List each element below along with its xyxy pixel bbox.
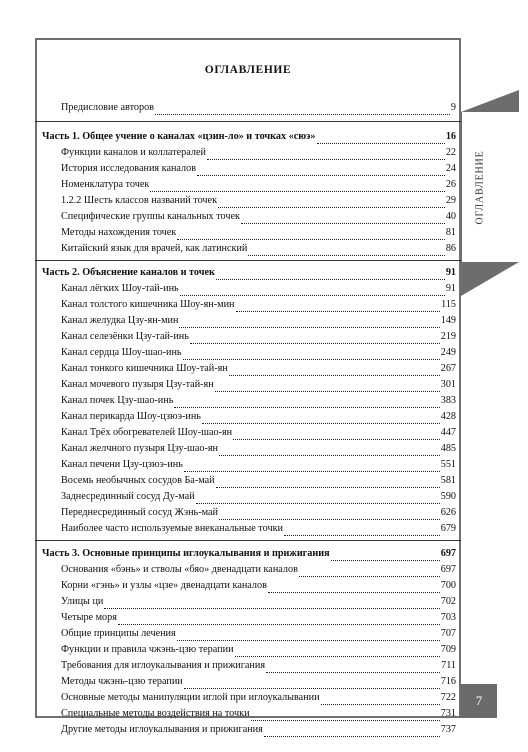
toc-entry[interactable] xyxy=(61,394,456,408)
toc-entry[interactable] xyxy=(61,298,456,312)
toc-entry-page: 149 xyxy=(440,315,456,326)
toc-part-heading[interactable] xyxy=(42,266,456,280)
toc-entry[interactable] xyxy=(61,146,456,160)
toc-entry-page: 697 xyxy=(440,548,456,559)
toc-entry-page: 679 xyxy=(440,523,456,534)
toc-entry[interactable] xyxy=(61,210,456,224)
leader-dots xyxy=(215,382,440,392)
leader-dots xyxy=(207,150,445,160)
leader-dots xyxy=(155,105,450,115)
toc-entry-page: 383 xyxy=(440,395,456,406)
toc-entry-label: Специфические группы канальных точек xyxy=(61,211,240,222)
toc-entry[interactable] xyxy=(61,330,456,344)
toc-entry[interactable] xyxy=(61,101,456,115)
leader-dots xyxy=(331,551,440,561)
leader-dots xyxy=(197,166,445,176)
side-tab-label: ОГЛАВЛЕНИЕ xyxy=(474,150,486,224)
toc-entry-label: Канал сердца Шоу-шао-инь xyxy=(61,347,182,358)
leader-dots xyxy=(219,446,440,456)
leader-dots xyxy=(268,583,440,593)
toc-entry-label: Методы чжэнь-цзю терапии xyxy=(61,676,183,687)
toc-entry-page: 581 xyxy=(440,475,456,486)
toc-entry-page: 267 xyxy=(440,363,456,374)
toc-entry[interactable] xyxy=(61,378,456,392)
leader-dots xyxy=(202,414,440,424)
page-title: ОГЛАВЛЕНИЕ xyxy=(204,64,292,76)
toc-entry-page: 219 xyxy=(440,331,456,342)
toc-entry[interactable] xyxy=(61,627,456,641)
toc-entry-page: 428 xyxy=(440,411,456,422)
leader-dots xyxy=(321,695,440,705)
toc-entry-label: Китайский язык для врачей, как латинский xyxy=(61,243,248,254)
toc-entry-label: Основания «бэнь» и стволы «бяо» двенадцати каналов xyxy=(61,564,298,575)
toc-entry-label: Улицы ци xyxy=(61,596,104,607)
toc-entry-label: Канал толстого кишечника Шоу-ян-мин xyxy=(61,299,235,310)
leader-dots xyxy=(190,334,440,344)
toc-entry-page: 700 xyxy=(440,580,456,591)
side-tab-bottom-wedge xyxy=(461,262,519,296)
toc-entry[interactable] xyxy=(61,346,456,360)
leader-dots xyxy=(180,286,445,296)
leader-dots xyxy=(235,647,440,657)
leader-dots xyxy=(184,462,440,472)
toc-entry-label: Канал мочевого пузыря Цзу-тай-ян xyxy=(61,379,214,390)
toc-entry[interactable] xyxy=(61,563,456,577)
toc-entry-page: 711 xyxy=(441,660,456,671)
toc-entry-label: Номенклатура точек xyxy=(61,179,150,190)
toc-entry-page: 249 xyxy=(440,347,456,358)
leader-dots xyxy=(236,302,441,312)
leader-dots xyxy=(196,494,440,504)
toc-part-heading[interactable] xyxy=(42,547,456,561)
toc-entry-page: 626 xyxy=(440,507,456,518)
toc-entry[interactable] xyxy=(61,675,456,689)
toc-entry-page: 91 xyxy=(445,267,456,278)
toc-entry[interactable] xyxy=(61,458,456,472)
toc-entry-label: Функции и правила чжэнь-цзю терапии xyxy=(61,644,234,655)
toc-entry[interactable] xyxy=(61,611,456,625)
toc-entry-label: Общие принципы лечения xyxy=(61,628,176,639)
leader-dots xyxy=(104,599,439,609)
toc-entry-label: Канал перикарда Шоу-цзюэ-инь xyxy=(61,411,201,422)
toc-entry[interactable] xyxy=(61,490,456,504)
toc-entry-label: Канал Трёх обогревателей Шоу-шао-ян xyxy=(61,427,233,438)
side-tab-label-wrap xyxy=(468,112,492,262)
toc-entry-page: 40 xyxy=(445,211,456,222)
toc-entry[interactable] xyxy=(61,691,456,705)
toc-entry-page: 707 xyxy=(440,628,456,639)
toc-entry[interactable] xyxy=(61,595,456,609)
toc-entry-page: 716 xyxy=(440,676,456,687)
toc-entry-page: 115 xyxy=(441,299,456,310)
toc-entry-page: 722 xyxy=(440,692,456,703)
toc-entry[interactable] xyxy=(61,410,456,424)
toc-entry-page: 697 xyxy=(440,564,456,575)
leader-dots xyxy=(317,134,445,144)
toc-entry[interactable] xyxy=(61,659,456,673)
leader-dots xyxy=(219,510,440,520)
toc-entry-page: 590 xyxy=(440,491,456,502)
toc-entry[interactable] xyxy=(61,579,456,593)
leader-dots xyxy=(216,270,445,280)
leader-dots xyxy=(177,230,445,240)
leader-dots xyxy=(183,350,440,360)
toc-entry[interactable] xyxy=(61,426,456,440)
leader-dots xyxy=(229,366,440,376)
toc-entry[interactable] xyxy=(61,707,456,721)
toc-entry-page: 737 xyxy=(440,724,456,735)
toc-entry-page: 702 xyxy=(440,596,456,607)
toc-entry-page: 551 xyxy=(440,459,456,470)
toc-entry-label: Четыре моря xyxy=(61,612,117,623)
toc-entry-label: Методы нахождения точек xyxy=(61,227,177,238)
leader-dots xyxy=(150,182,445,192)
toc-entry-label: Канал печени Цзу-цзюэ-инь xyxy=(61,459,183,470)
toc-entry-label: Другие методы иглоукалывания и прижигания xyxy=(61,724,263,735)
toc-entry-page: 26 xyxy=(445,179,456,190)
toc-entry-label: Переднесрединный сосуд Жэнь-май xyxy=(61,507,218,518)
leader-dots xyxy=(184,679,440,689)
leader-dots xyxy=(118,615,440,625)
toc-entry-label: Канал тонкого кишечника Шоу-тай-ян xyxy=(61,363,228,374)
toc-entry-page: 16 xyxy=(445,131,456,142)
leader-dots xyxy=(266,663,440,673)
toc-entry-label: Заднесрединный сосуд Ду-май xyxy=(61,491,195,502)
toc-entry-label: Часть 2. Объяснение каналов и точек xyxy=(42,267,215,278)
toc-entry[interactable] xyxy=(61,194,456,208)
leader-dots xyxy=(218,198,445,208)
toc-entry-page: 731 xyxy=(440,708,456,719)
toc-entry-label: Канал почек Цзу-шао-инь xyxy=(61,395,174,406)
toc-entry-label: Функции каналов и коллатералей xyxy=(61,147,206,158)
leader-dots xyxy=(177,631,440,641)
toc-entry-label: 1.2.2 Шесть классов названий точек xyxy=(61,195,218,206)
section-divider xyxy=(35,540,461,541)
toc-entry-label: Канал желудка Цзу-ян-мин xyxy=(61,315,179,326)
leader-dots xyxy=(241,214,445,224)
section-divider xyxy=(35,121,461,122)
toc-entry-page: 703 xyxy=(440,612,456,623)
toc-entry-label: Восемь необычных сосудов Ба-май xyxy=(61,475,215,486)
toc-entry-label: Корни «гэнь» и узлы «цзе» двенадцати каналов xyxy=(61,580,267,591)
side-tab-top-wedge xyxy=(461,90,519,112)
toc-entry-page: 86 xyxy=(445,243,456,254)
toc-entry-page: 81 xyxy=(445,227,456,238)
toc-entry[interactable] xyxy=(61,474,456,488)
leader-dots xyxy=(248,246,444,256)
leader-dots xyxy=(284,526,440,536)
toc-entry[interactable] xyxy=(61,162,456,176)
toc-entry-page: 22 xyxy=(445,147,456,158)
page-number: 7 xyxy=(461,684,497,718)
leader-dots xyxy=(251,711,440,721)
leader-dots xyxy=(264,727,440,737)
toc-entry[interactable] xyxy=(61,442,456,456)
toc-entry[interactable] xyxy=(61,643,456,657)
toc-entry-page: 301 xyxy=(440,379,456,390)
toc-entry-page: 24 xyxy=(445,163,456,174)
toc-entry-page: 91 xyxy=(445,283,456,294)
toc-entry[interactable] xyxy=(61,282,456,296)
toc-entry-label: Основные методы манипуляции иглой при иглоукалывании xyxy=(61,692,320,703)
toc-entry-page: 485 xyxy=(440,443,456,454)
side-tab-edge xyxy=(461,112,462,262)
toc-entry-label: Канал селезёнки Цзу-тай-инь xyxy=(61,331,189,342)
toc-entry-label: Наиболее часто используемые внеканальные точки xyxy=(61,523,283,534)
toc-entry-label: Канал лёгких Шоу-тай-инь xyxy=(61,283,179,294)
toc-entry-page: 9 xyxy=(450,102,456,113)
leader-dots xyxy=(233,430,440,440)
leader-dots xyxy=(216,478,440,488)
leader-dots xyxy=(179,318,439,328)
toc-entry-page: 447 xyxy=(440,427,456,438)
leader-dots xyxy=(174,398,439,408)
toc-entry-page: 709 xyxy=(440,644,456,655)
toc-entry[interactable] xyxy=(61,723,456,737)
toc-entry-label: Канал желчного пузыря Цзу-шао-ян xyxy=(61,443,219,454)
toc-entry[interactable] xyxy=(61,314,456,328)
toc-entry-page: 29 xyxy=(445,195,456,206)
toc-entry-label: История исследования каналов xyxy=(61,163,197,174)
toc-entry[interactable] xyxy=(61,226,456,240)
toc-entry[interactable] xyxy=(61,242,456,256)
toc-entry[interactable] xyxy=(61,178,456,192)
toc-entry[interactable] xyxy=(61,522,456,536)
toc-entry[interactable] xyxy=(61,506,456,520)
toc-entry-label: Часть 3. Основные принципы иглоукалывания и прижигания xyxy=(42,548,330,559)
leader-dots xyxy=(299,567,440,577)
toc-entry-label: Предисловие авторов xyxy=(61,102,154,113)
section-divider xyxy=(35,260,461,261)
toc-entry-label: Специальные методы воздействия на точки xyxy=(61,708,250,719)
toc-entry-label: Требования для иглоукалывания и прижигания xyxy=(61,660,266,671)
toc-entry[interactable] xyxy=(61,362,456,376)
toc-part-heading[interactable] xyxy=(42,130,456,144)
toc-entry-label: Часть 1. Общее учение о каналах «цзин-ло» и точках «сюэ» xyxy=(42,131,316,142)
